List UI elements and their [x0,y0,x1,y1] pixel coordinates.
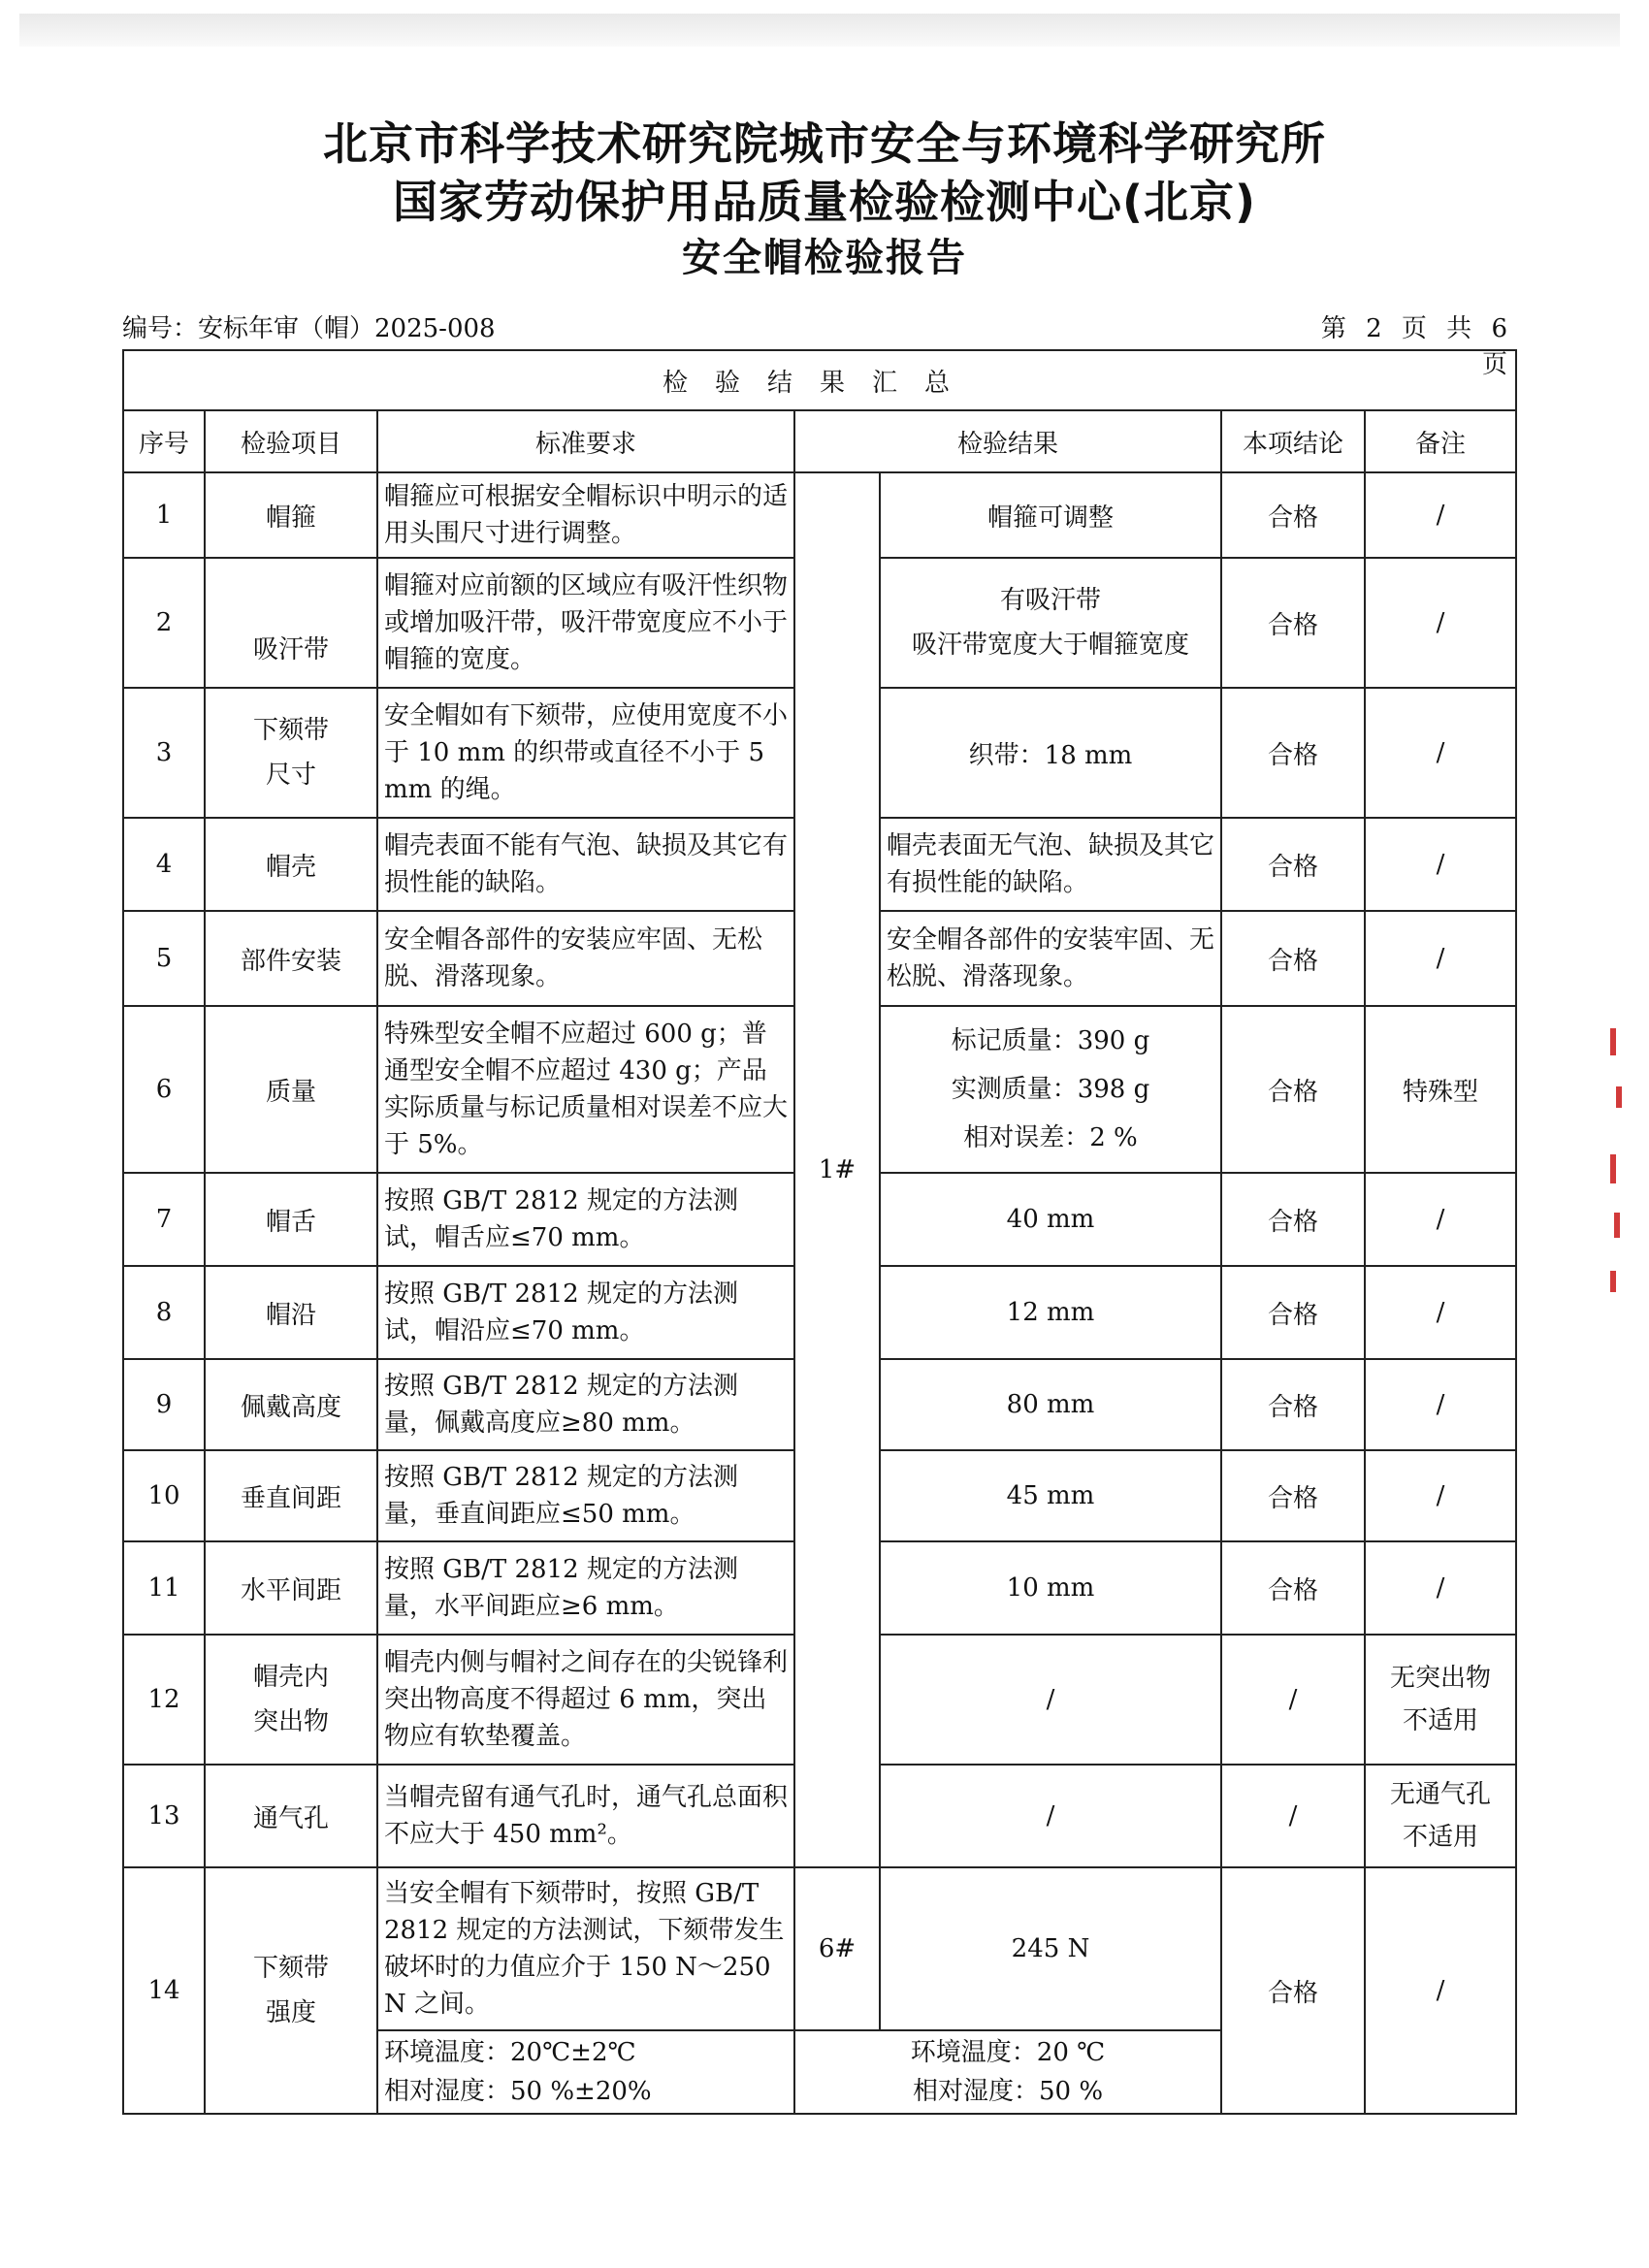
row-conclusion: 合格 [1221,1450,1365,1541]
row-requirement: 当安全帽有下颏带时，按照 GB/T 2812 规定的方法测试，下颏带发生破坏时的力值应介于 150 N～250 N 之间。 [377,1867,794,2030]
row-conclusion: 合格 [1221,1266,1365,1359]
center-name: 国家劳动保护用品质量检验检测中心(北京) [392,176,1257,228]
row-note: / [1365,688,1516,818]
scan-edge [19,14,1620,47]
row-requirement: 按照 GB/T 2812 规定的方法测量，佩戴高度应≥80 mm。 [377,1359,794,1450]
seal-stamp-edge [1610,1028,1628,1319]
note-line: 不适用 [1403,1706,1479,1735]
env-requirement [377,2030,794,2114]
row-requirement: 按照 GB/T 2812 规定的方法测量，垂直间距应≤50 mm。 [377,1450,794,1541]
row-item: 吸汗带 [205,558,377,688]
row-result: 245 N [880,1867,1221,2030]
page-indicator: 第 2 页 共 6 页 [1320,314,1513,379]
row-result: 帽壳表面无气泡、缺损及其它有损性能的缺陷。 [880,818,1221,911]
col-header: 序号 [123,410,205,472]
row-note: / [1365,1867,1516,2114]
row-no: 4 [123,818,205,911]
row-result: 帽箍可调整 [880,472,1221,558]
row-note: / [1365,911,1516,1006]
row-note: 特殊型 [1365,1006,1516,1173]
report-header [0,114,1649,285]
row-requirement: 帽箍对应前额的区域应有吸汗性织物或增加吸汗带，吸汗带宽度应不小于帽箍的宽度。 [377,558,794,688]
row-item: 帽舌 [205,1173,377,1266]
row-conclusion: 合格 [1221,688,1365,818]
col-header: 备注 [1365,410,1516,472]
row-note [1365,1635,1516,1765]
row-item: 通气孔 [205,1765,377,1867]
row-requirement: 帽箍应可根据安全帽标识中明示的适用头围尺寸进行调整。 [377,472,794,558]
row-conclusion: 合格 [1221,1867,1365,2114]
table-row [123,1867,1516,2030]
row-conclusion: 合格 [1221,1541,1365,1635]
row-item: 水平间距 [205,1541,377,1635]
row-item: 垂直间距 [205,1450,377,1541]
row-no: 2 [123,558,205,688]
row-no: 9 [123,1359,205,1450]
row-item: 帽壳 [205,818,377,911]
row-item: 部件安装 [205,911,377,1006]
row-note: / [1365,1173,1516,1266]
row-item: 质量 [205,1006,377,1173]
institute-name: 北京市科学技术研究院城市安全与环境科学研究所 [323,117,1326,170]
env-result [794,2030,1221,2114]
row-result: / [880,1635,1221,1765]
row-result: 80 mm [880,1359,1221,1450]
row-item: 帽箍 [205,472,377,558]
row-note: / [1365,1359,1516,1450]
row-conclusion: 合格 [1221,1006,1365,1173]
row-conclusion: / [1221,1635,1365,1765]
item-line: 尺寸 [265,761,316,790]
row-no: 8 [123,1266,205,1359]
item-line: 下颏带 [252,1954,329,1983]
result-line: 有吸汗带 [999,586,1101,615]
row-requirement: 按照 GB/T 2812 规定的方法测试，帽沿应≤70 mm。 [377,1266,794,1359]
report-number: 编号：安标年审（帽）2025-008 [122,314,496,343]
col-header: 检验项目 [205,410,377,472]
col-header: 本项结论 [1221,410,1365,472]
item-line: 强度 [265,1998,316,2027]
report-title: 安全帽检验报告 [682,236,967,280]
row-no: 6 [123,1006,205,1173]
row-note: / [1365,1541,1516,1635]
note-line: 无通气孔 [1390,1780,1492,1809]
row-no: 1 [123,472,205,558]
row-no: 14 [123,1867,205,2114]
row-requirement: 当帽壳留有通气孔时，通气孔总面积不应大于 450 mm²。 [377,1765,794,1867]
table-row [123,472,1516,558]
col-header: 标准要求 [377,410,794,472]
result-line: 标记质量：390 g [951,1026,1150,1055]
row-item: 佩戴高度 [205,1359,377,1450]
row-no: 3 [123,688,205,818]
row-no: 7 [123,1173,205,1266]
result-line: 相对误差：2 % [963,1123,1138,1152]
row-result [880,558,1221,688]
row-result: 45 mm [880,1450,1221,1541]
row-item [205,1635,377,1765]
row-result: 10 mm [880,1541,1221,1635]
result-line: 吸汗带宽度大于帽箍宽度 [911,631,1189,660]
row-conclusion: 合格 [1221,558,1365,688]
row-requirement: 特殊型安全帽不应超过 600 g；普通型安全帽不应超过 430 g；产品实际质量与标记质量相对误差不应大于 5%。 [377,1006,794,1173]
row-result: 40 mm [880,1173,1221,1266]
row-note: / [1365,1450,1516,1541]
row-result: / [880,1765,1221,1867]
row-requirement: 帽壳内侧与帽衬之间存在的尖锐锋利突出物高度不得超过 6 mm，突出物应有软垫覆盖。 [377,1635,794,1765]
row-conclusion: 合格 [1221,1173,1365,1266]
row-requirement: 安全帽各部件的安装应牢固、无松脱、滑落现象。 [377,911,794,1006]
row-conclusion: 合格 [1221,911,1365,1006]
row-requirement: 帽壳表面不能有气泡、缺损及其它有损性能的缺陷。 [377,818,794,911]
table-caption: 检验结果汇总 [123,350,1516,410]
env-line: 相对湿度：50 %±20% [384,2077,652,2106]
item-line: 帽壳内 [252,1663,329,1692]
row-requirement: 安全帽如有下颏带，应使用宽度不小于 10 mm 的织带或直径不小于 5 mm 的绳。 [377,688,794,818]
row-requirement: 按照 GB/T 2812 规定的方法测试，帽舌应≤70 mm。 [377,1173,794,1266]
row-no: 12 [123,1635,205,1765]
row-result: 织带：18 mm [880,688,1221,818]
sample-id: 6# [794,1867,880,2030]
row-no: 5 [123,911,205,1006]
row-result: 安全帽各部件的安装牢固、无松脱、滑落现象。 [880,911,1221,1006]
note-line: 无突出物 [1390,1664,1492,1693]
row-conclusion: 合格 [1221,1359,1365,1450]
row-item [205,1867,377,2114]
item-line: 突出物 [252,1707,329,1736]
row-note: / [1365,818,1516,911]
item-line: 下颏带 [252,716,329,745]
row-requirement: 按照 GB/T 2812 规定的方法测量，水平间距应≥6 mm。 [377,1541,794,1635]
row-no: 13 [123,1765,205,1867]
row-conclusion: 合格 [1221,818,1365,911]
row-result [880,1006,1221,1173]
result-line: 实测质量：398 g [951,1075,1150,1104]
row-note: / [1365,472,1516,558]
row-no: 10 [123,1450,205,1541]
row-conclusion: 合格 [1221,472,1365,558]
row-note: / [1365,1266,1516,1359]
env-line: 环境温度：20℃±2℃ [384,2038,636,2067]
note-line: 不适用 [1403,1823,1479,1852]
row-conclusion: / [1221,1765,1365,1867]
row-note: / [1365,558,1516,688]
env-line: 相对湿度：50 % [912,2077,1104,2106]
col-header: 检验结果 [794,410,1221,472]
row-no: 11 [123,1541,205,1635]
results-table [122,349,1517,2115]
row-item: 帽沿 [205,1266,377,1359]
env-line: 环境温度：20 ℃ [910,2038,1106,2067]
row-note [1365,1765,1516,1867]
row-item [205,688,377,818]
row-result: 12 mm [880,1266,1221,1359]
sample-id: 1# [794,472,880,1867]
